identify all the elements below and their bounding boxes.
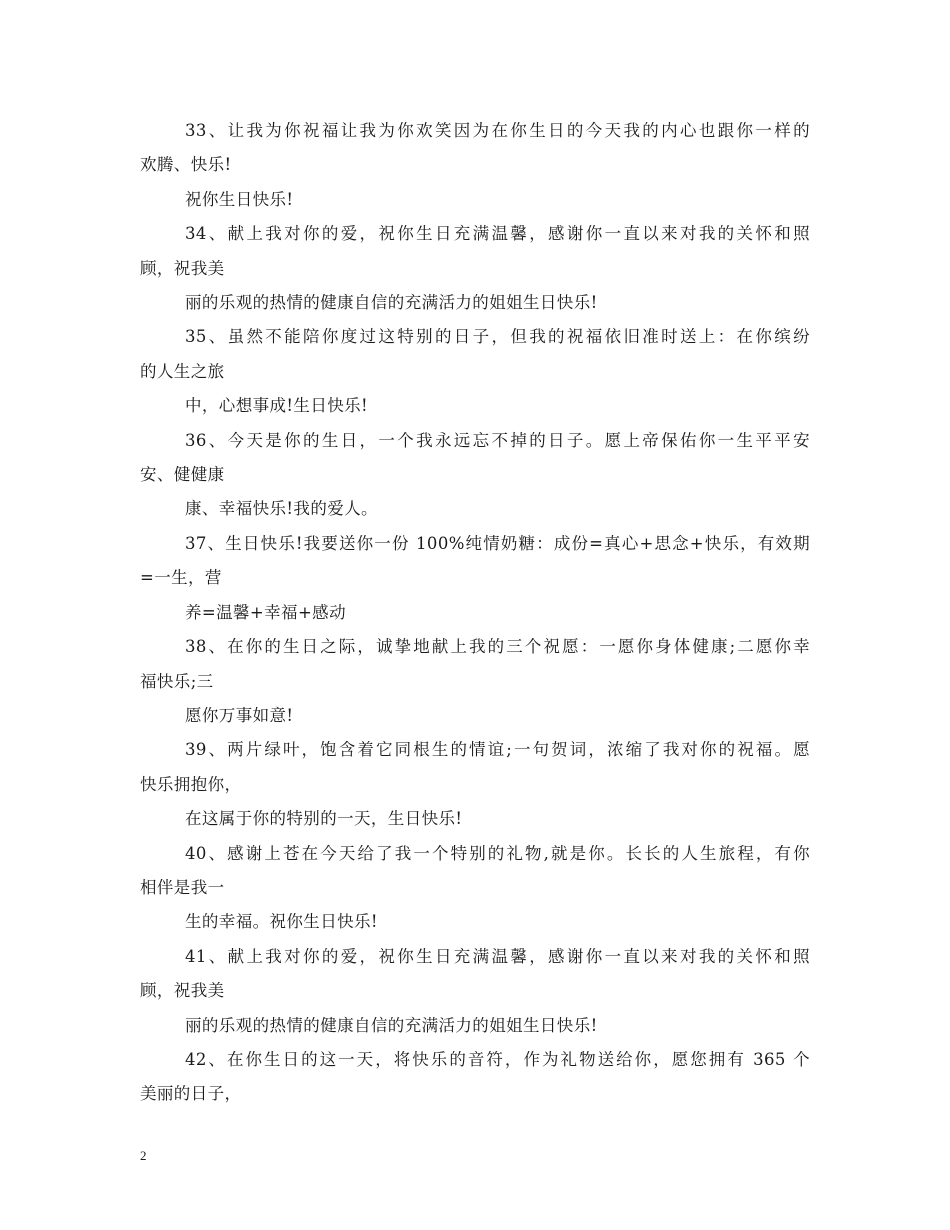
text-line: 美丽的日子， xyxy=(140,1084,242,1104)
text-line: 41、献上我对你的爱，祝你生日充满温馨，感谢你一直以来对我的关怀和照 xyxy=(185,946,810,966)
text-line: 38、在你的生日之际，诚挚地献上我的三个祝愿：一愿你身体健康;二愿你幸 xyxy=(185,637,810,657)
text-line: 36、今天是你的生日，一个我永远忘不掉的日子。愿上帝保佑你一生平平安 xyxy=(185,430,810,450)
text-line: 37、生日快乐!我要送你一份 100%纯情奶糖：成份=真心+思念+快乐，有效期 xyxy=(185,533,810,553)
text-line: 祝你生日快乐! xyxy=(185,189,294,209)
text-line: 34、献上我对你的爱，祝你生日充满温馨，感谢你一直以来对我的关怀和照 xyxy=(185,224,810,244)
text-line: 42、在你生日的这一天，将快乐的音符，作为礼物送给你，愿您拥有 365 个 xyxy=(185,1049,810,1069)
document-body xyxy=(140,114,810,1112)
text-line: 40、感谢上苍在今天给了我一个特别的礼物,就是你。长长的人生旅程，有你 xyxy=(185,843,810,863)
text-line: 福快乐;三 xyxy=(140,671,214,691)
text-line: 安、健健康 xyxy=(140,465,225,485)
text-line: 愿你万事如意! xyxy=(185,705,294,725)
text-line: =一生，营 xyxy=(140,568,222,588)
text-line: 39、两片绿叶，饱含着它同根生的情谊;一句贺词，浓缩了我对你的祝福。愿 xyxy=(185,740,810,760)
text-line: 35、虽然不能陪你度过这特别的日子，但我的祝福依旧准时送上：在你缤纷 xyxy=(185,327,810,347)
text-line: 顾，祝我美 xyxy=(140,981,225,1001)
text-line: 丽的乐观的热情的健康自信的充满活力的姐姐生日快乐! xyxy=(185,293,598,313)
text-line: 33、让我为你祝福让我为你欢笑因为在你生日的今天我的内心也跟你一样的 xyxy=(185,121,810,140)
text-line: 康、幸福快乐!我的爱人。 xyxy=(185,499,378,519)
text-line: 快乐拥抱你， xyxy=(140,774,242,794)
text-line: 中，心想事成!生日快乐! xyxy=(185,396,369,416)
text-line: 丽的乐观的热情的健康自信的充满活力的姐姐生日快乐! xyxy=(185,1015,598,1035)
text-line: 养=温馨+幸福+感动 xyxy=(185,602,346,622)
page-number: 2 xyxy=(140,1148,147,1163)
text-line: 生的幸福。祝你生日快乐! xyxy=(185,912,378,932)
text-line: 顾，祝我美 xyxy=(140,258,225,278)
text-line: 相伴是我一 xyxy=(140,877,225,897)
text-line: 在这属于你的特别的一天，生日快乐! xyxy=(185,809,463,829)
text-line: 欢腾、快乐! xyxy=(140,155,232,175)
text-line: 的人生之旅 xyxy=(140,361,225,381)
